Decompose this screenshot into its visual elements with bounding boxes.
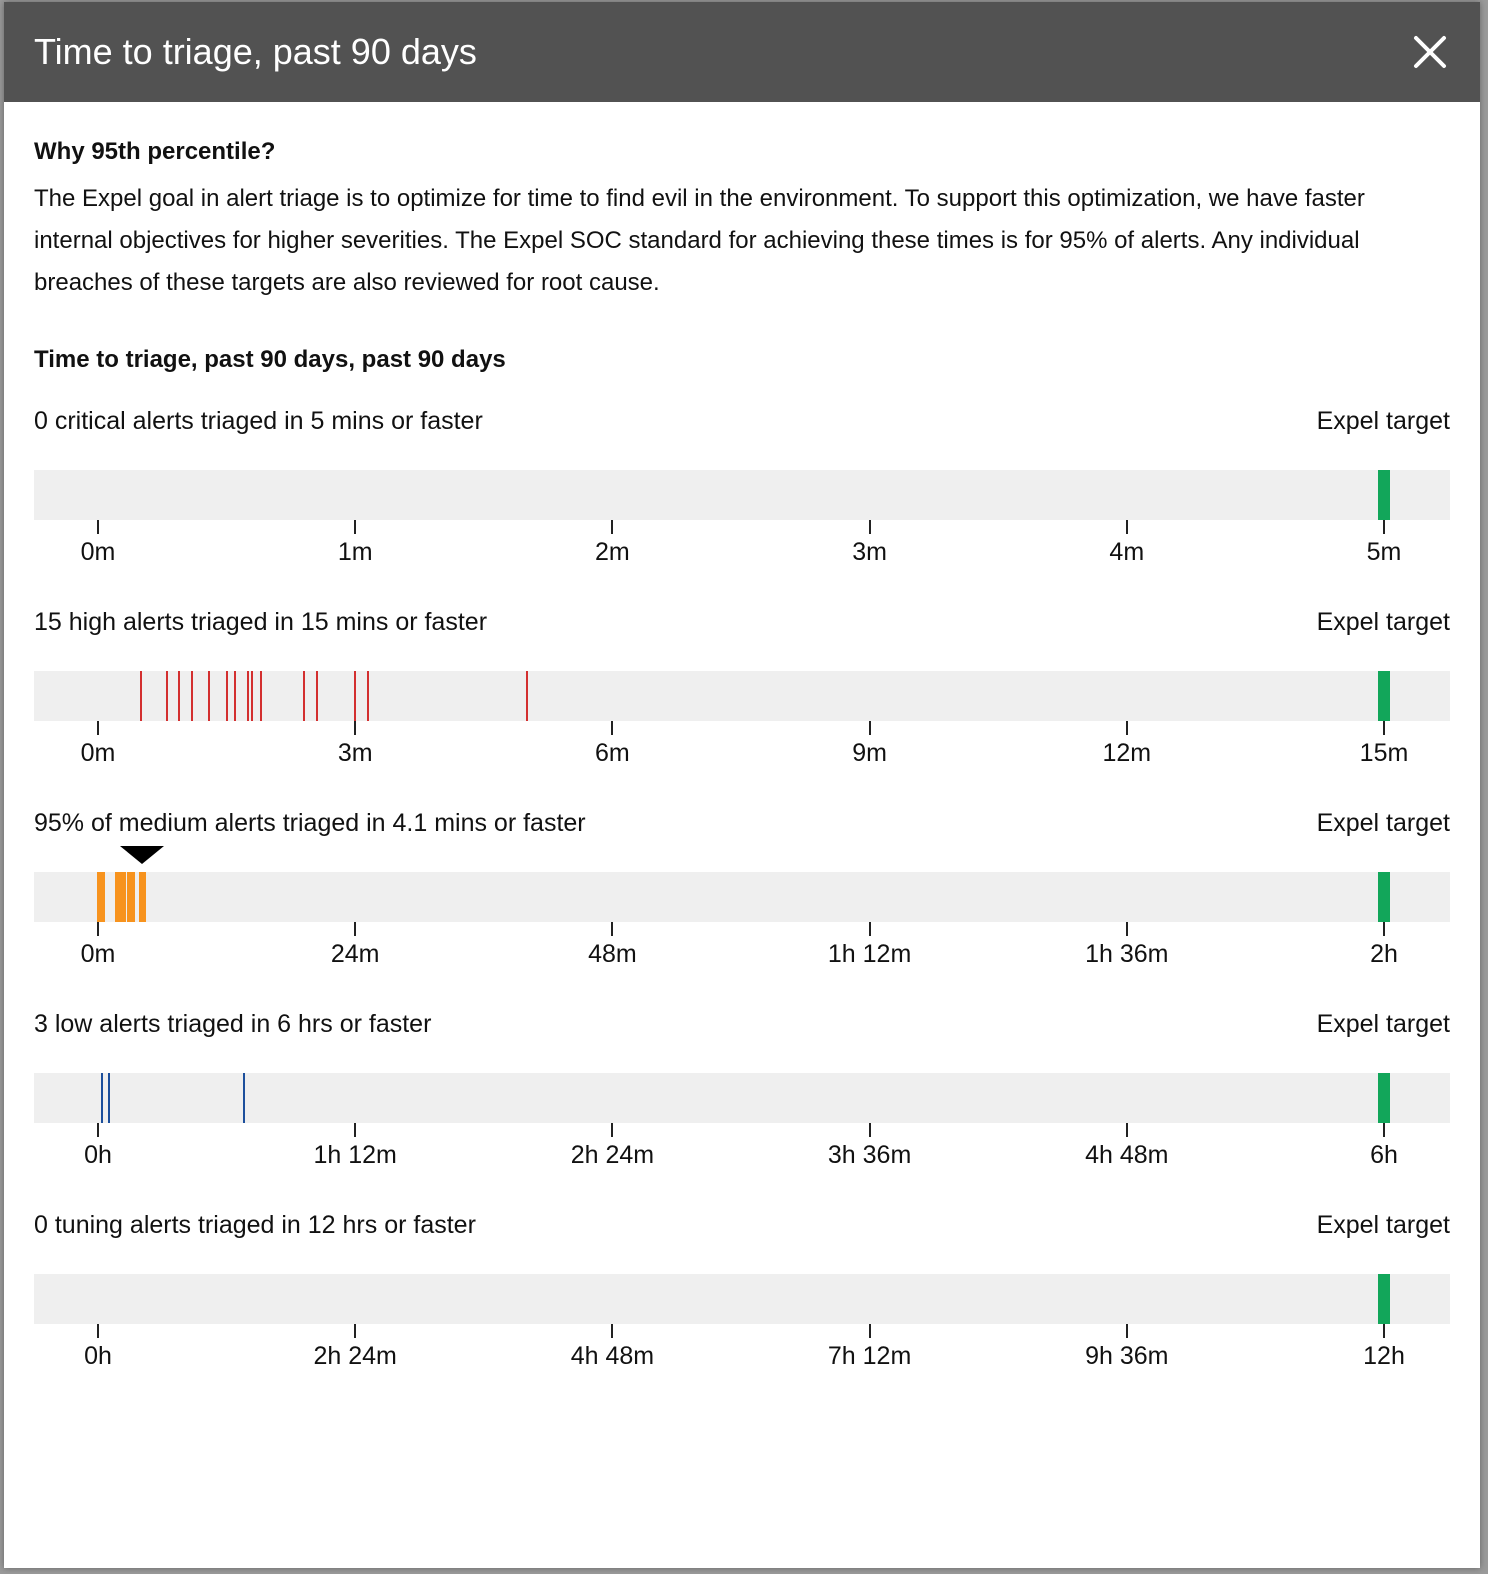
alert-mark[interactable]	[303, 671, 305, 721]
alert-mark[interactable]	[260, 671, 262, 721]
axis-tick	[611, 922, 613, 936]
axis-tick	[869, 1123, 871, 1137]
timeline-track	[34, 1073, 1450, 1123]
axis-tick-label: 9h 36m	[1085, 1342, 1169, 1370]
modal-title: Time to triage, past 90 days	[34, 31, 477, 72]
timeline-track	[34, 671, 1450, 721]
axis-tick	[354, 1123, 356, 1137]
target-label: Expel target	[1316, 407, 1450, 435]
axis-tick-label: 5m	[1366, 538, 1402, 566]
alert-mark[interactable]	[316, 671, 318, 721]
triage-chart	[34, 1210, 1450, 1400]
axis-tick	[97, 1324, 99, 1338]
target-label: Expel target	[1316, 809, 1450, 837]
axis-tick	[1126, 1123, 1128, 1137]
axis-tick-label: 4h 48m	[1085, 1141, 1169, 1169]
axis-tick-label: 12m	[1102, 739, 1152, 767]
alert-mark[interactable]	[247, 671, 249, 721]
axis-tick-label: 1h 12m	[827, 940, 912, 968]
axis-tick-label: 1m	[337, 538, 373, 566]
alert-mark[interactable]	[178, 671, 180, 721]
close-button[interactable]	[1410, 32, 1450, 72]
axis-tick-label: 3h 36m	[827, 1141, 912, 1169]
target-mark	[1378, 872, 1390, 922]
axis-tick-label: 1h 36m	[1085, 940, 1169, 968]
chart-label: 0 critical alerts triaged in 5 mins or faster	[34, 407, 483, 435]
triage-chart	[34, 1009, 1450, 1199]
target-mark	[1378, 1073, 1390, 1123]
timeline-track	[34, 872, 1450, 922]
axis-tick-label: 0m	[80, 739, 116, 767]
timeline-track	[34, 470, 1450, 520]
target-label: Expel target	[1316, 1211, 1450, 1239]
axis-tick	[869, 721, 871, 735]
axis-tick-label: 4m	[1109, 538, 1145, 566]
axis-tick	[1126, 721, 1128, 735]
axis-tick-label: 48m	[588, 940, 637, 968]
axis-tick-label: 2m	[595, 538, 630, 566]
alert-mark[interactable]	[526, 671, 528, 721]
intro-heading: Why 95th percentile?	[34, 138, 276, 165]
modal-header	[4, 2, 1480, 102]
section-title: Time to triage, past 90 days, past 90 days	[34, 346, 506, 373]
axis-tick	[354, 922, 356, 936]
alert-mark[interactable]	[142, 872, 146, 922]
axis-tick	[1383, 1123, 1385, 1137]
axis-tick-label: 1h 12m	[313, 1141, 397, 1169]
alert-mark[interactable]	[131, 872, 135, 922]
triage-modal	[4, 2, 1480, 1568]
triage-chart	[34, 406, 1450, 596]
axis-tick	[97, 1123, 99, 1137]
close-icon	[1410, 32, 1450, 72]
axis-tick	[611, 520, 613, 534]
axis-tick-label: 3m	[852, 538, 887, 566]
axis-tick	[354, 721, 356, 735]
axis-tick	[869, 1324, 871, 1338]
triage-chart	[34, 607, 1450, 797]
alert-mark[interactable]	[108, 1073, 110, 1123]
axis-tick-label: 24m	[330, 940, 380, 968]
axis-tick-label: 6h	[1370, 1141, 1398, 1169]
axis-tick	[97, 922, 99, 936]
axis-tick	[611, 1324, 613, 1338]
alert-mark[interactable]	[166, 671, 168, 721]
alert-mark[interactable]	[101, 1073, 103, 1123]
axis-tick-label: 0h	[84, 1342, 112, 1370]
axis-tick	[611, 1123, 613, 1137]
axis-tick-label: 2h 24m	[570, 1141, 655, 1169]
axis-tick-label: 9m	[852, 739, 887, 767]
axis-tick-label: 7h 12m	[827, 1342, 912, 1370]
axis-tick-label: 15m	[1359, 739, 1409, 767]
axis-tick-label: 2h	[1370, 940, 1398, 968]
target-mark	[1378, 470, 1390, 520]
axis-tick	[97, 520, 99, 534]
target-label: Expel target	[1316, 1010, 1450, 1038]
alert-mark[interactable]	[140, 671, 142, 721]
axis-tick-label: 0h	[84, 1141, 112, 1169]
axis-tick-label: 2h 24m	[313, 1342, 397, 1370]
p95-marker-icon	[120, 846, 164, 864]
axis-tick	[1383, 721, 1385, 735]
axis-tick-label: 4h 48m	[570, 1342, 655, 1370]
alert-mark[interactable]	[122, 872, 126, 922]
chart-label: 15 high alerts triaged in 15 mins or faster	[34, 608, 488, 636]
axis-tick-label: 0m	[80, 538, 116, 566]
axis-tick	[354, 1324, 356, 1338]
triage-chart	[34, 808, 1450, 998]
axis-tick	[1126, 520, 1128, 534]
target-mark	[1378, 1274, 1390, 1324]
axis-tick	[869, 520, 871, 534]
chart-label: 0 tuning alerts triaged in 12 hrs or faster	[34, 1211, 476, 1239]
axis-tick-label: 3m	[337, 739, 373, 767]
axis-tick	[1126, 922, 1128, 936]
axis-tick	[1383, 520, 1385, 534]
alert-mark[interactable]	[367, 671, 369, 721]
alert-mark[interactable]	[251, 671, 253, 721]
target-label: Expel target	[1316, 608, 1450, 636]
alert-mark[interactable]	[101, 872, 105, 922]
axis-tick-label: 0m	[80, 940, 116, 968]
intro-text: The Expel goal in alert triage is to optimize for time to find evil in the environment. To support this optimization, we have faster internal objectives for higher severities. The Expel SOC standard for achieving these times is for 95% of alerts. Any individual breaches of these targets are also reviewed for root cause.	[34, 185, 1365, 296]
axis-tick	[1383, 922, 1385, 936]
timeline-track	[34, 1274, 1450, 1324]
alert-mark[interactable]	[226, 671, 228, 721]
axis-tick-label: 12h	[1363, 1342, 1405, 1370]
axis-tick-label: 6m	[595, 739, 630, 767]
axis-tick	[1126, 1324, 1128, 1338]
alert-mark[interactable]	[191, 671, 193, 721]
target-mark	[1378, 671, 1390, 721]
chart-label: 95% of medium alerts triaged in 4.1 mins or faster	[34, 809, 586, 837]
axis-tick	[611, 721, 613, 735]
alert-mark[interactable]	[234, 671, 236, 721]
axis-tick	[354, 520, 356, 534]
alert-mark[interactable]	[243, 1073, 245, 1123]
axis-tick	[1383, 1324, 1385, 1338]
axis-tick	[869, 922, 871, 936]
alert-mark[interactable]	[208, 671, 210, 721]
axis-tick	[97, 721, 99, 735]
alert-mark[interactable]	[354, 671, 356, 721]
chart-label: 3 low alerts triaged in 6 hrs or faster	[34, 1010, 432, 1038]
